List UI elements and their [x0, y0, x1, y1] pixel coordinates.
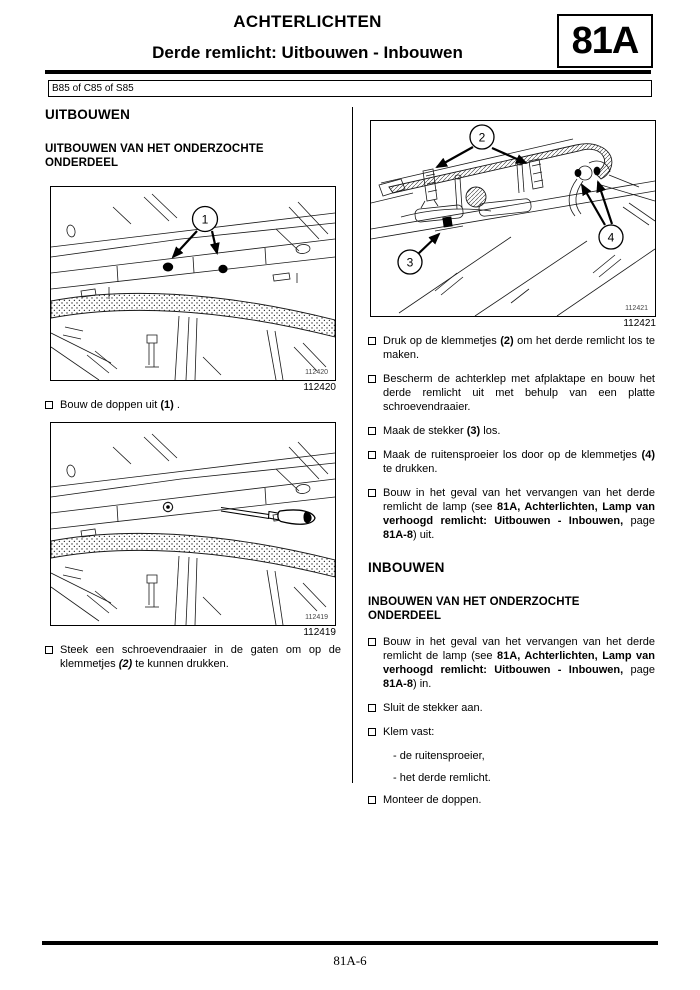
square-bullet-icon: [368, 451, 376, 459]
section-title: ACHTERLICHTEN: [233, 12, 382, 31]
left-column: [45, 107, 341, 681]
step-text: Druk op de klemmetjes (2) om het derde remlicht los te maken.: [383, 335, 655, 361]
figure-1-number: 112420: [303, 382, 336, 393]
figure-1-frame: [50, 186, 336, 381]
step-press-clips: [368, 334, 655, 362]
figure-3-number: 112421: [623, 318, 656, 329]
square-bullet-icon: [368, 704, 376, 712]
figure-3-callout-3: 3: [406, 255, 414, 270]
step-text: Klem vast:: [383, 726, 435, 738]
step-text: Bescherm de achterklep met afplaktape en bouw het derde remlicht uit met behulp van een platte schroevendraaier.: [383, 373, 655, 413]
figure-3-frame: [370, 120, 656, 317]
figure-1-inner-number: 112420: [305, 369, 328, 376]
uitbouwen-heading: UITBOUWEN: [45, 107, 131, 122]
step-text: Maak de stekker (3) los.: [383, 425, 501, 437]
step-text: Maak de ruitensproeier los door op de klemmetjes (4) te drukken.: [383, 449, 655, 475]
step-release-washer: [368, 448, 655, 476]
column-divider: [352, 107, 353, 783]
figure-3-callout-4: 4: [607, 230, 615, 245]
uitbouwen-subheading: UITBOUWEN VAN HET ONDERZOCHTE ONDERDEEL: [45, 143, 264, 169]
model-codes: B85 of C85 of S85: [48, 80, 652, 97]
step-text: Sluit de stekker aan.: [383, 702, 483, 714]
inbouwen-subheading: INBOUWEN VAN HET ONDERZOCHTE ONDERDEEL: [368, 596, 580, 622]
step-text: Bouw in het geval van het vervangen van het derde remlicht de lamp (see 81A, Achterlichten, Lamp van verhoogd remlicht: Uitbouwen - Inbouwen, page 81A-8) uit.: [383, 487, 655, 541]
chapter-code-badge: 81A: [557, 14, 653, 68]
figure-1-drawing: [51, 187, 335, 380]
figure-2-frame: [50, 422, 336, 626]
sub-item-brakelight: - het derde remlicht.: [393, 772, 491, 784]
figure-2: [50, 422, 336, 639]
footer-rule: [42, 941, 658, 945]
header: [45, 12, 570, 63]
figure-3-callout-2: 2: [478, 130, 486, 145]
page-number: 81A-6: [333, 953, 367, 968]
step-protect-tailgate: [368, 372, 655, 414]
square-bullet-icon: [368, 337, 376, 345]
square-bullet-icon: [368, 427, 376, 435]
figure-3-inner-number: 112421: [625, 305, 648, 312]
header-rule: [45, 70, 651, 74]
step-refit-caps: [368, 793, 655, 807]
inbouwen-heading: INBOUWEN: [368, 560, 445, 575]
figure-3: [370, 120, 656, 330]
right-column: [368, 120, 655, 817]
step-remove-caps: [45, 398, 341, 412]
step-clip-on: [368, 725, 655, 739]
square-bullet-icon: [368, 796, 376, 804]
step-connect-connector: [368, 701, 655, 715]
square-bullet-icon: [368, 728, 376, 736]
step-remove-bulb-ref: [368, 486, 655, 542]
step-text: Bouw de doppen uit (1) .: [60, 399, 180, 411]
step-text: Steek een schroevendraaier in de gaten om op de klemmetjes (2) te kunnen drukken.: [60, 644, 341, 670]
step-text: Monteer de doppen.: [383, 794, 482, 806]
step-text: Bouw in het geval van het vervangen van het derde remlicht de lamp (see 81A, Achterlichten, Lamp van verhoogd remlicht: Uitbouwen - Inbouwen, page 81A-8) in.: [383, 636, 655, 690]
figure-3-drawing: [371, 121, 655, 316]
figure-1-callout-1: 1: [201, 212, 209, 227]
figure-2-inner-number: 112419: [305, 614, 328, 621]
square-bullet-icon: [45, 646, 53, 654]
square-bullet-icon: [368, 489, 376, 497]
sub-item-washer: - de ruitensproeier,: [393, 750, 485, 762]
page-title: Derde remlicht: Uitbouwen - Inbouwen: [152, 43, 463, 62]
square-bullet-icon: [45, 401, 53, 409]
figure-2-drawing: [51, 423, 335, 625]
square-bullet-icon: [368, 375, 376, 383]
square-bullet-icon: [368, 638, 376, 646]
step-refit-bulb-ref: [368, 635, 655, 691]
step-disconnect-connector: [368, 424, 655, 438]
figure-1: [50, 186, 336, 394]
step-insert-screwdriver: [45, 643, 341, 671]
figure-2-number: 112419: [303, 627, 336, 638]
